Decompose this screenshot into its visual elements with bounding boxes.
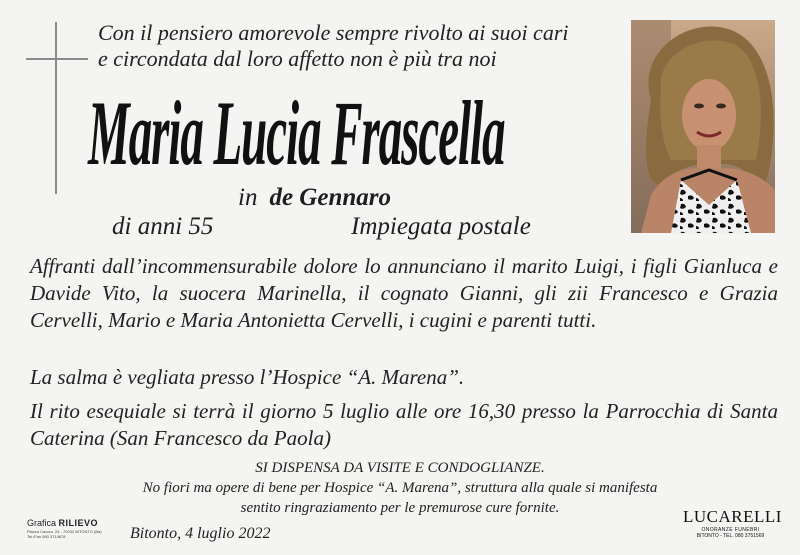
donation-notice	[70, 478, 730, 518]
printer-phone: Tel./Fax 080 3714878	[27, 534, 66, 539]
cross-icon	[55, 22, 57, 194]
deceased-name	[88, 84, 628, 184]
donation-line-1: No fiori ma opere di bene per Hospice “A. Marena”, struttura alla quale si manifesta	[142, 480, 658, 496]
family-announcement: Affranti dall’incommensurabile dolore lo annunciano il marito Luigi, i figli Gianluca e Davide Vito, la suocera Marinella, il cognato Gianni, gli zii Francesco e Grazia Cervelli, Mario e Maria Antonietta Cervelli, i cugini e parenti tutti.	[30, 254, 778, 332]
profession: Impiegata postale	[351, 213, 531, 240]
funeral-info: Il rito esequiale si terrà il giorno 5 luglio alle ore 16,30 presso la Parrocchia di Santa Caterina (San Francesco da Paola)	[30, 399, 778, 450]
married-prefix: in	[238, 184, 258, 211]
funeral-home-contact: BITONTO - TEL. 080 3751569	[696, 533, 765, 539]
place-date: Bitonto, 4 luglio 2022	[130, 525, 271, 542]
printer-address: Piazza Cavour, 24 - 70032 BITONTO (Ba)	[27, 529, 102, 534]
age: di anni 55	[112, 213, 214, 240]
funeral-home-subtitle: ONORANZE FUNEBRI	[701, 527, 760, 533]
donation-line-2: sentito ringraziamento per le premurose cure fornite.	[240, 500, 560, 516]
no-visits-notice: SI DISPENSA DA VISITE E CONDOGLIANZE.	[255, 460, 545, 476]
printer-credit	[27, 518, 137, 539]
cross-icon-bar	[26, 58, 88, 60]
funeral-home-logo	[683, 507, 782, 539]
portrait-image	[631, 20, 775, 233]
printer-brand: RILIEVO	[58, 518, 99, 528]
printer-label: Grafica	[27, 518, 57, 528]
married-name	[238, 183, 391, 213]
husband-surname: de Gennaro	[269, 184, 391, 211]
intro-line-2: e circondata dal loro affetto non è più tra noi	[98, 46, 497, 71]
funeral-home-name: LUCARELLI	[683, 507, 782, 526]
wake-info: La salma è vegliata presso l’Hospice “A. Marena”.	[30, 365, 465, 389]
portrait-photo	[631, 20, 775, 233]
intro-line-1: Con il pensiero amorevole sempre rivolto ai suoi cari	[98, 20, 569, 45]
deceased-name-text: Maria Lucia Frascella	[88, 82, 505, 184]
